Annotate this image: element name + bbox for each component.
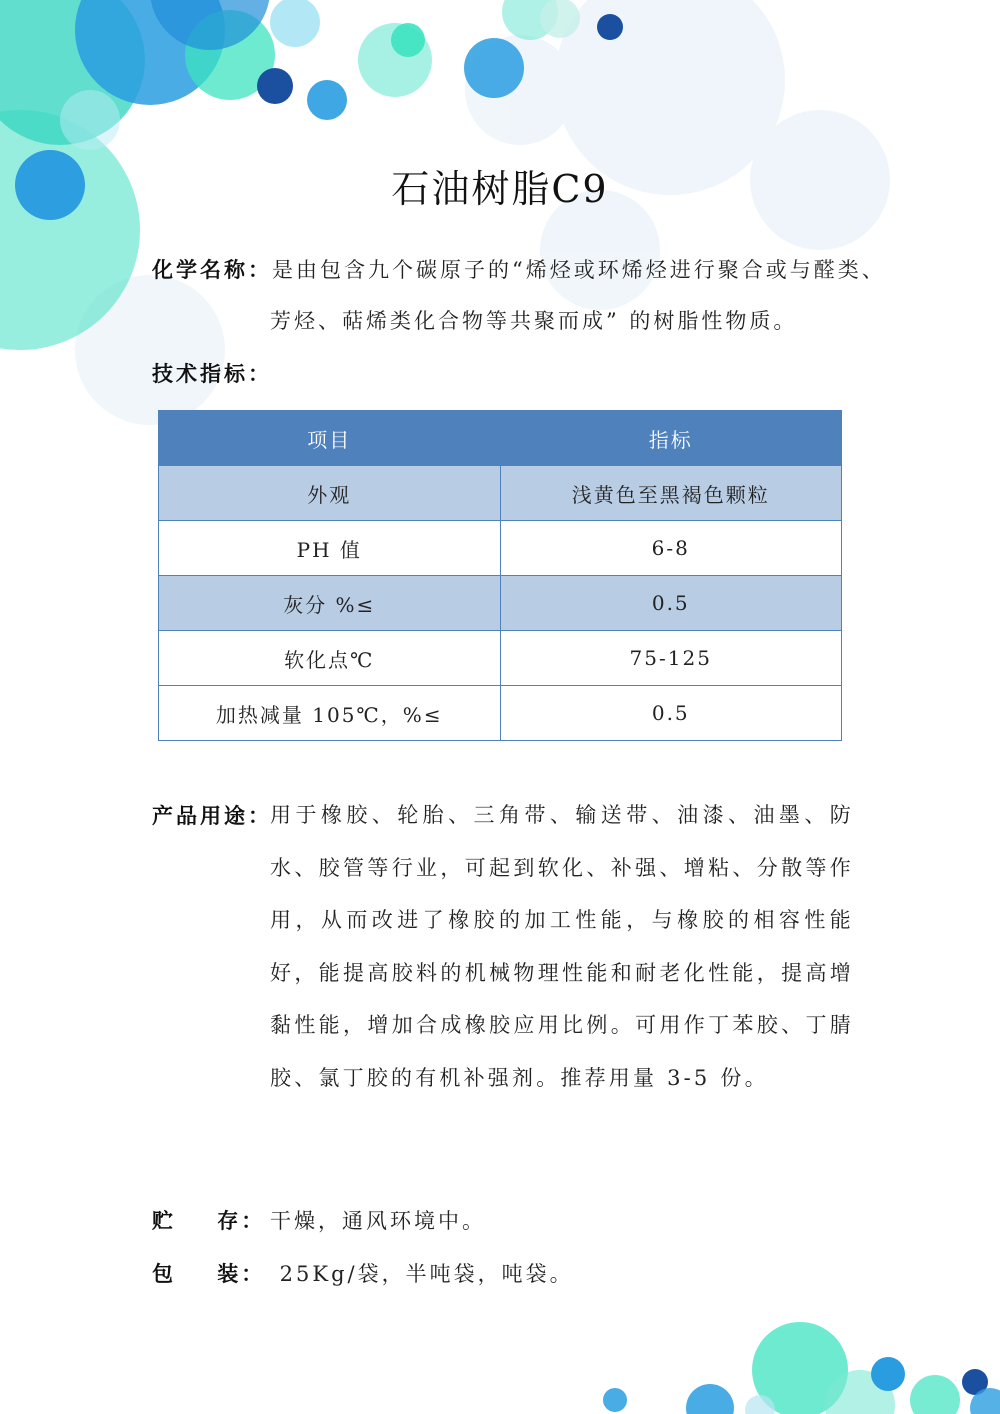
chemical-name-text-1: 是由包含九个碳原子的“烯烃或环烯烃进行聚合或与醛类、	[272, 258, 886, 282]
table-row	[159, 576, 842, 631]
chemical-name-text-2: 芳烃、萜烯类化合物等共聚而成” 的树脂性物质。	[270, 309, 798, 333]
table-row	[159, 631, 842, 686]
tech-spec-table	[158, 410, 842, 741]
storage-line	[152, 1205, 486, 1235]
cell-item: 软化点℃	[159, 631, 501, 686]
table-row	[159, 686, 842, 741]
cell-value: 浅黄色至黑褐色颗粒	[500, 466, 842, 521]
column-header-value: 指标	[500, 411, 842, 466]
usage-label: 产品用途：	[152, 804, 272, 828]
cell-value: 0.5	[500, 576, 842, 631]
cell-value: 6-8	[500, 521, 842, 576]
cell-item: 加热减量 105℃，%≤	[159, 686, 501, 741]
packaging-line	[152, 1258, 574, 1288]
cell-item: 外观	[159, 466, 501, 521]
table-row	[159, 521, 842, 576]
cell-value: 75-125	[500, 631, 842, 686]
storage-label: 贮 存：	[152, 1209, 266, 1233]
chemical-name-label: 化学名称：	[152, 258, 272, 282]
packaging-label: 包 装：	[152, 1262, 266, 1286]
tech-spec-heading	[152, 358, 272, 388]
chemical-name-line1	[152, 254, 886, 284]
table-header-row	[159, 411, 842, 466]
cell-item: PH 值	[159, 521, 501, 576]
storage-value: 干燥，通风环境中。	[270, 1209, 486, 1233]
usage-text: 用于橡胶、轮胎、三角带、输送带、油漆、油墨、防水、胶管等行业，可起到软化、补强、增粘、分散等作用，从而改进了橡胶的加工性能，与橡胶的相容性能好，能提高胶料的机械物理性能和耐老化性能，提高增黏性能，增加合成橡胶应用比例。可用作丁苯胶、丁腈胶、氯丁胶的有机补强剂。推荐用量 3-5 份。	[270, 803, 854, 1090]
column-header-item: 项目	[159, 411, 501, 466]
chemical-name-line2	[270, 305, 797, 335]
document-title: 石油树脂C9	[391, 167, 609, 211]
cell-value: 0.5	[500, 686, 842, 741]
packaging-value: 25Kg/袋，半吨袋，吨袋。	[270, 1262, 574, 1286]
tech-spec-label: 技术指标：	[152, 362, 272, 386]
cell-item: 灰分 %≤	[159, 576, 501, 631]
table-row	[159, 466, 842, 521]
